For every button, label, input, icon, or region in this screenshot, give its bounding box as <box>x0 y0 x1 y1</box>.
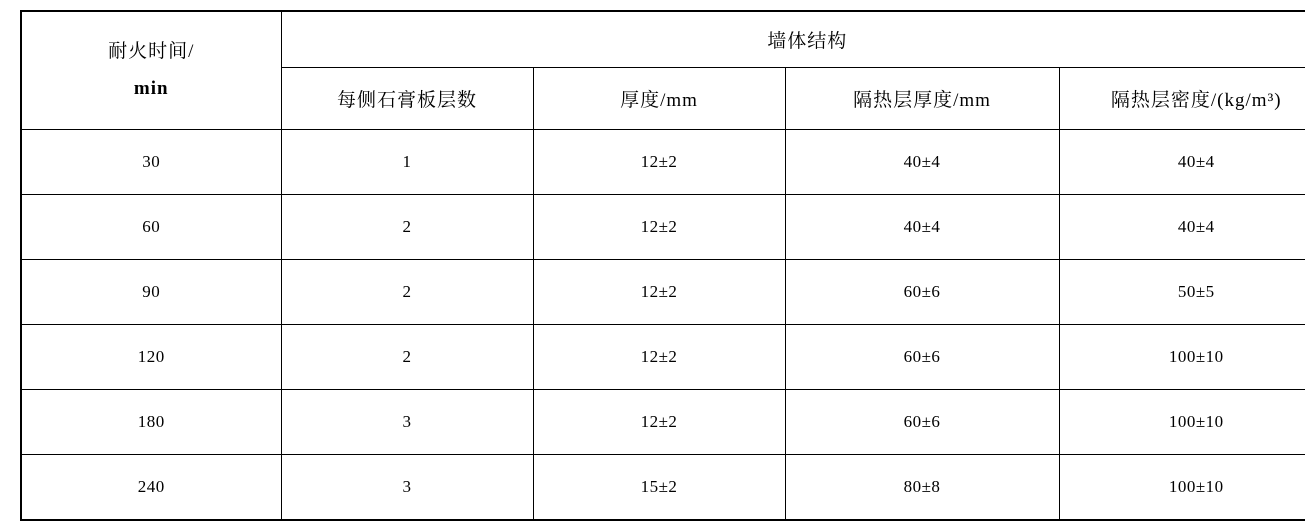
cell-insulation-thickness: 40±4 <box>785 195 1059 260</box>
cell-gypsum-layers: 2 <box>281 195 533 260</box>
table-row <box>21 390 1305 455</box>
cell-insulation-thickness: 80±8 <box>785 455 1059 521</box>
header-cell-insulation-density: 隔热层密度/(kg/m³) <box>1059 68 1305 130</box>
header-fire-time-line1: 耐火时间/ <box>108 41 195 63</box>
cell-fire-time: 240 <box>21 455 281 521</box>
cell-insulation-thickness: 60±6 <box>785 325 1059 390</box>
table-row <box>21 325 1305 390</box>
document-page <box>0 10 1305 527</box>
cell-insulation-density: 100±10 <box>1059 390 1305 455</box>
cell-gypsum-layers: 2 <box>281 325 533 390</box>
cell-gypsum-layers: 1 <box>281 130 533 195</box>
cell-insulation-density: 40±4 <box>1059 130 1305 195</box>
cell-fire-time: 60 <box>21 195 281 260</box>
cell-thickness: 12±2 <box>533 390 785 455</box>
cell-thickness: 12±2 <box>533 195 785 260</box>
cell-insulation-density: 100±10 <box>1059 325 1305 390</box>
fire-resistance-table <box>20 10 1305 521</box>
table-row <box>21 455 1305 521</box>
cell-thickness: 15±2 <box>533 455 785 521</box>
cell-fire-time: 30 <box>21 130 281 195</box>
cell-insulation-density: 40±4 <box>1059 195 1305 260</box>
header-fire-time-line2: min <box>133 77 169 99</box>
header-cell-thickness: 厚度/mm <box>533 68 785 130</box>
header-cell-wall-structure: 墙体结构 <box>281 11 1305 68</box>
header-cell-insulation-thickness: 隔热层厚度/mm <box>785 68 1059 130</box>
cell-thickness: 12±2 <box>533 130 785 195</box>
cell-thickness: 12±2 <box>533 325 785 390</box>
cell-fire-time: 180 <box>21 390 281 455</box>
cell-gypsum-layers: 2 <box>281 260 533 325</box>
table-header <box>21 11 1305 130</box>
header-cell-fire-time <box>21 11 281 130</box>
table-header-row-1 <box>21 11 1305 68</box>
table-row <box>21 130 1305 195</box>
table-row <box>21 195 1305 260</box>
table-body <box>21 130 1305 521</box>
cell-fire-time: 90 <box>21 260 281 325</box>
table-row <box>21 260 1305 325</box>
cell-insulation-thickness: 60±6 <box>785 390 1059 455</box>
cell-insulation-thickness: 40±4 <box>785 130 1059 195</box>
cell-insulation-thickness: 60±6 <box>785 260 1059 325</box>
cell-thickness: 12±2 <box>533 260 785 325</box>
cell-insulation-density: 50±5 <box>1059 260 1305 325</box>
cell-gypsum-layers: 3 <box>281 455 533 521</box>
header-cell-gypsum-layers: 每侧石膏板层数 <box>281 68 533 130</box>
cell-gypsum-layers: 3 <box>281 390 533 455</box>
cell-fire-time: 120 <box>21 325 281 390</box>
cell-insulation-density: 100±10 <box>1059 455 1305 521</box>
